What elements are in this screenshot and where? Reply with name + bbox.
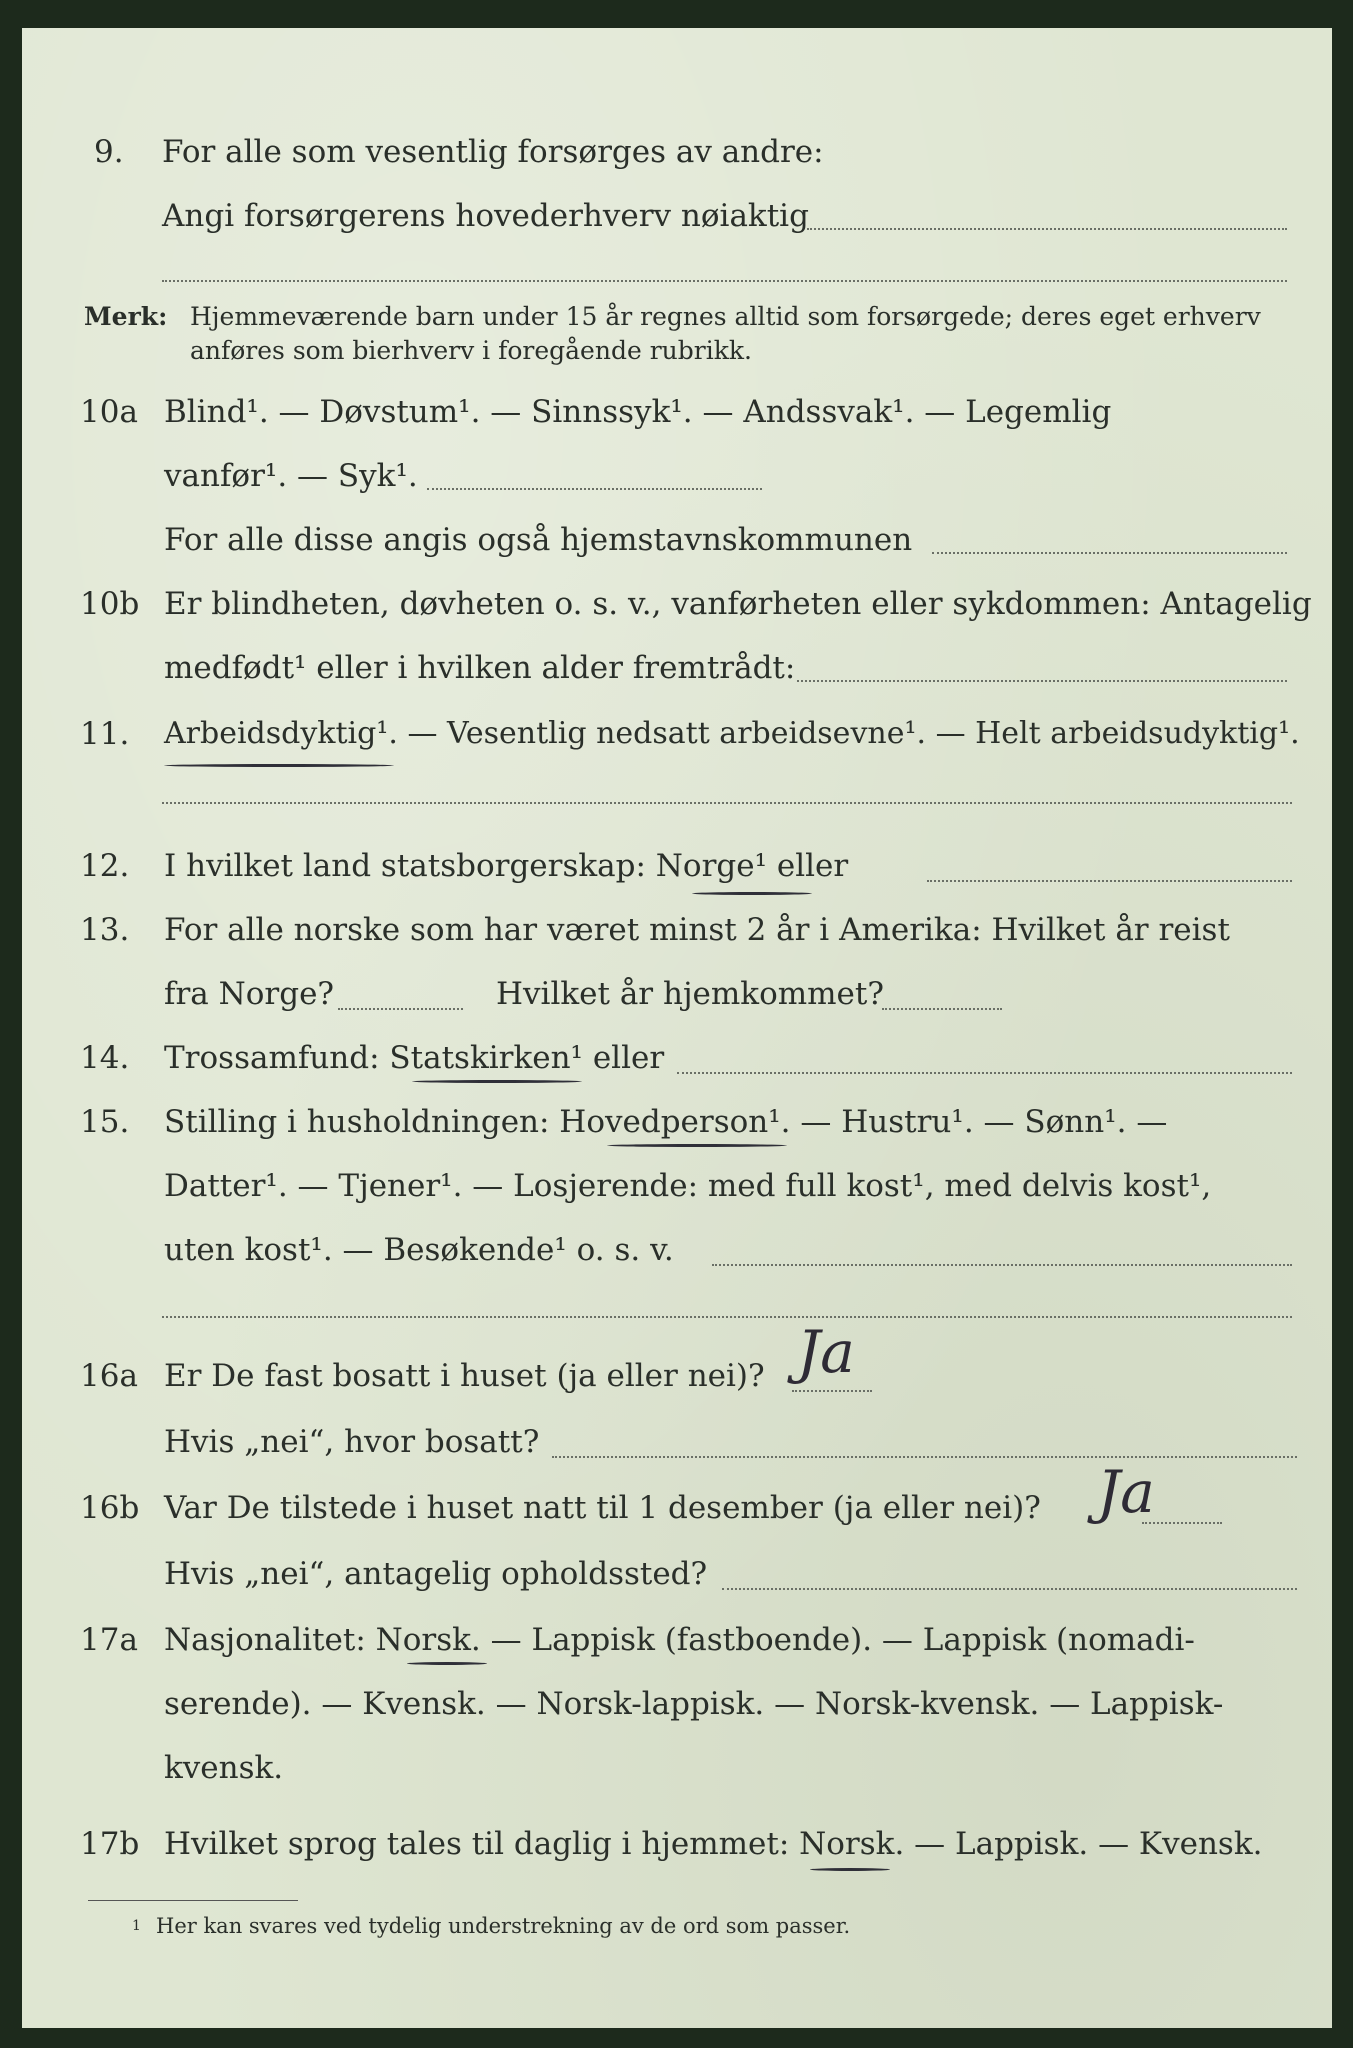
- item-number: 10a: [80, 394, 138, 430]
- answer-line: [722, 1588, 1297, 1590]
- item-number: 16a: [80, 1358, 138, 1394]
- item-text: Blind¹. — Døvstum¹. — Sinnssyk¹. — Andssvak¹. — Legemlig: [164, 394, 1112, 430]
- item-text: kvensk.: [164, 1750, 284, 1786]
- item-number: 13.: [80, 912, 130, 948]
- answer-line: [932, 552, 1287, 554]
- item-number: 17b: [80, 1826, 140, 1862]
- answer-line: [162, 1316, 1292, 1318]
- answer-line: [552, 1456, 1297, 1458]
- item-text: Stilling i husholdningen: Hovedperson¹. — Hustru¹. — Sønn¹. —: [164, 1104, 1168, 1140]
- answer-line: [927, 880, 1292, 882]
- merk-text: anføres som bierhverv i foregående rubrikk.: [190, 336, 752, 365]
- item-number: 10b: [80, 586, 140, 622]
- item-text: Datter¹. — Tjener¹. — Losjerende: med full kost¹, med delvis kost¹,: [164, 1168, 1212, 1204]
- item-text: Nasjonalitet: Norsk. — Lappisk (fastboende). — Lappisk (nomadi-: [164, 1622, 1195, 1658]
- item-text: Er De fast bosatt i huset (ja eller nei)?: [164, 1358, 765, 1394]
- item-number: 14.: [80, 1040, 130, 1076]
- answer-line: [797, 680, 1287, 682]
- item-number: 11.: [80, 716, 130, 752]
- answer-line: [427, 488, 762, 490]
- item-number: 16b: [80, 1490, 140, 1526]
- answer-line-reist: [338, 1008, 463, 1010]
- footnote-text: Her kan svares ved tydelig understrekning av de ord som passer.: [156, 1914, 851, 1938]
- answer-line: [792, 1390, 872, 1392]
- handwritten-answer-16b: Ja: [1097, 1458, 1155, 1526]
- item-text: Var De tilstede i huset natt til 1 desember (ja eller nei)?: [164, 1490, 1041, 1526]
- item-number: 12.: [80, 848, 130, 884]
- handwritten-underline: [810, 1868, 890, 1871]
- answer-line: [162, 802, 1292, 804]
- answer-line: [712, 1264, 1292, 1266]
- item-number: 15.: [80, 1104, 130, 1140]
- item-text: Trossamfund: Statskirken¹ eller: [164, 1040, 665, 1076]
- item-text: Er blindheten, døvheten o. s. v., vanførheten eller sykdommen: Antagelig: [164, 586, 1312, 622]
- item-text: Arbeidsdyktig¹. — Vesentlig nedsatt arbeidsevne¹. — Helt arbeidsudyktig¹.: [164, 716, 1300, 751]
- handwritten-underline: [692, 892, 812, 895]
- item-text: For alle norske som har været minst 2 år i Amerika: Hvilket år reist: [164, 912, 1230, 948]
- handwritten-underline: [164, 764, 394, 767]
- handwritten-underline: [412, 1080, 582, 1083]
- item-text: serende). — Kvensk. — Norsk-lappisk. — Norsk-kvensk. — Lappisk-: [164, 1686, 1224, 1722]
- item-text: Hvilket sprog tales til daglig i hjemmet: Norsk. — Lappisk. — Kvensk.: [164, 1826, 1263, 1862]
- merk-text: Hjemmeværende barn under 15 år regnes alltid som forsørgede; deres eget erhverv: [190, 302, 1261, 331]
- answer-line-hjemkommet: [882, 1008, 1002, 1010]
- footnote-rule: [88, 1900, 298, 1901]
- census-form-page: [22, 28, 1332, 2028]
- item-text: uten kost¹. — Besøkende¹ o. s. v.: [164, 1232, 674, 1268]
- item-text: I hvilket land statsborgerskap: Norge¹ eller: [164, 848, 849, 884]
- item-text: Hvilket år hjemkommet?: [496, 976, 884, 1012]
- footnote-mark: 1: [132, 1918, 141, 1934]
- item-text: For alle som vesentlig forsørges av andre:: [162, 134, 824, 170]
- merk-label: Merk:: [84, 302, 168, 331]
- handwritten-underline: [607, 1144, 787, 1147]
- item-text: Hvis „nei“, hvor bosatt?: [164, 1424, 540, 1460]
- answer-line: [807, 228, 1287, 230]
- answer-line: [677, 1072, 1292, 1074]
- item-number: 9.: [94, 134, 124, 170]
- item-text: fra Norge?: [164, 976, 335, 1012]
- item-text: For alle disse angis også hjemstavnskommunen: [164, 522, 913, 558]
- item-text: medfødt¹ eller i hvilken alder fremtrådt:: [164, 650, 796, 686]
- item-number: 17a: [80, 1622, 138, 1658]
- answer-line: [162, 280, 1287, 282]
- item-text: Hvis „nei“, antagelig opholdssted?: [164, 1556, 708, 1592]
- handwritten-underline: [407, 1662, 487, 1665]
- item-text: Angi forsørgerens hovederhverv nøiaktig: [162, 198, 809, 234]
- handwritten-answer-16a: Ja: [797, 1318, 855, 1386]
- item-text: vanfør¹. — Syk¹.: [164, 458, 418, 494]
